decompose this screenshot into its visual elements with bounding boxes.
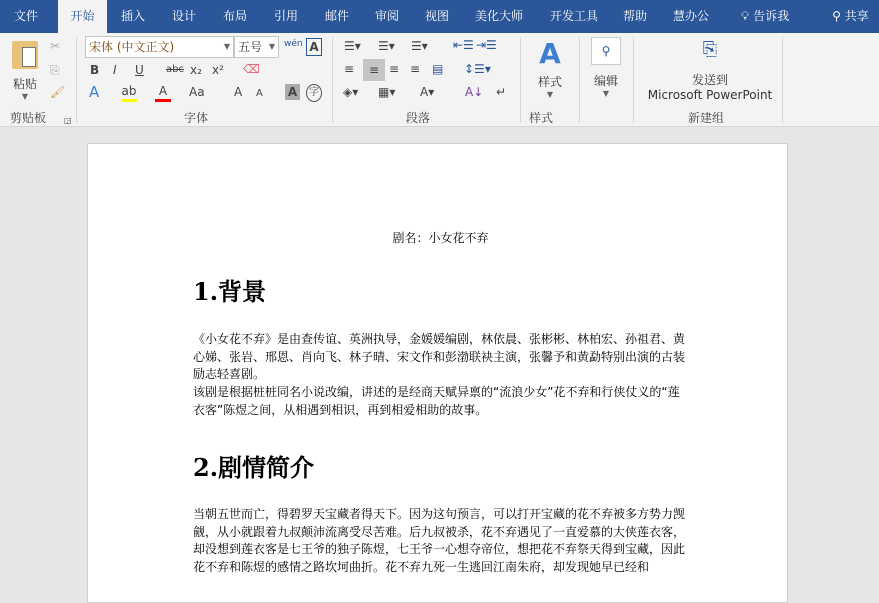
font-name-select[interactable]: 宋体 (中文正文) ▼ bbox=[85, 36, 234, 58]
send-to-powerpoint-button[interactable]: ⎘ 发送到 Microsoft PowerPoint bbox=[647, 39, 773, 102]
text-effects-button[interactable]: A bbox=[89, 83, 100, 101]
change-case-button[interactable]: Aa bbox=[189, 85, 205, 99]
dialog-launcher-icon[interactable]: ◲ bbox=[64, 116, 72, 125]
strikethrough-button[interactable]: abc bbox=[166, 64, 184, 75]
shading-icon[interactable]: ◈▾ bbox=[343, 85, 359, 99]
tab-file[interactable]: 文件 bbox=[13, 9, 38, 23]
tell-me-button[interactable] bbox=[730, 0, 800, 33]
lightbulb-icon: 💡︎ bbox=[740, 9, 750, 23]
decrease-indent-icon[interactable]: ⇤☰ bbox=[453, 38, 474, 52]
chinese-layout-icon[interactable]: A▾ bbox=[420, 85, 435, 99]
paragraph-intro: 《小女花不弃》是由查传谊、英洲执导，金媛媛编剧，林依晨、张彬彬、林柏宏、孙祖君、黄心娣、张岩、邢恩、肖向飞、林子晴、宋文作和彭渤联袂主演，张馨予和黄勐特别出演的古装励志轻喜剧。 bbox=[193, 332, 686, 382]
tab-references[interactable]: 引用 bbox=[273, 9, 298, 23]
document-page[interactable] bbox=[87, 143, 788, 603]
tab-developer[interactable]: 开发工具 bbox=[549, 9, 598, 23]
share-button[interactable] bbox=[822, 0, 879, 33]
ribbon bbox=[0, 33, 879, 127]
bullets-icon[interactable]: ☰▾ bbox=[344, 39, 361, 53]
styles-icon: A bbox=[539, 37, 561, 70]
shrink-font-button[interactable]: A bbox=[256, 88, 263, 99]
phonetic-guide-button[interactable]: wén bbox=[284, 39, 303, 49]
line-spacing-icon[interactable]: ↕☰▾ bbox=[464, 62, 491, 76]
format-painter-icon[interactable]: 🖌︎ bbox=[50, 85, 66, 99]
distributed-icon[interactable]: ▤ bbox=[432, 62, 444, 76]
share-label: 共享 bbox=[844, 9, 869, 23]
tab-meihua[interactable]: 美化大师 bbox=[474, 9, 523, 23]
styles-group-label: 样式 bbox=[529, 111, 554, 125]
tab-insert[interactable]: 插入 bbox=[120, 9, 145, 23]
highlight-button[interactable]: ab bbox=[121, 83, 137, 102]
paste-button[interactable]: 粘贴 ▼ bbox=[8, 39, 42, 105]
show-marks-icon[interactable]: ↵ bbox=[496, 85, 507, 99]
underline-button[interactable]: U bbox=[135, 63, 144, 77]
search-icon: ⚲ bbox=[591, 37, 621, 65]
copy-icon[interactable]: ⎘ bbox=[50, 63, 60, 77]
tab-design[interactable]: 设计 bbox=[171, 9, 196, 23]
align-left-icon[interactable]: ≡ bbox=[344, 62, 355, 76]
align-right-icon[interactable]: ≡ bbox=[389, 62, 400, 76]
paragraph-adaptation: 该剧是根据桩桩同名小说改编，讲述的是经商天赋异禀的“流浪少女”花不弃和行侠仗义的“莲衣客”陈煜之间，从相遇到相识，再到相爱相助的故事。 bbox=[193, 385, 680, 417]
editing-button[interactable]: ⚲ 编辑 ▼ bbox=[588, 37, 624, 98]
sort-icon[interactable]: A↓ bbox=[465, 85, 484, 99]
person-add-icon: ⚲ bbox=[832, 9, 841, 23]
enclose-chars-button[interactable]: 字 bbox=[306, 84, 322, 102]
new-group-label: 新建组 bbox=[688, 111, 725, 125]
char-border-button[interactable]: A bbox=[306, 38, 322, 56]
borders-icon[interactable]: ▦▾ bbox=[378, 85, 396, 99]
heading-background: 1.背景 bbox=[193, 277, 267, 306]
subscript-button[interactable]: x₂ bbox=[190, 63, 202, 77]
paragraph-synopsis: 当朝五世而亡，得碧罗天宝藏者得天下。因为这句预言，可以打开宝藏的花不弃被多方势力觊觎，从小就跟着九叔颠沛流离受尽苦难。后九叔被杀，花不弃遇见了一直爱慕的大侠莲衣客，却没想到莲衣客是七王爷的独子陈煜，七王爷一心想夺帝位，想把花不弃祭天得到宝藏，因此花不弃和陈煜的感情之路坎坷曲折。花不弃九死一生逃回江南朱府，却发现她早已经和 bbox=[193, 507, 686, 574]
doc-title: 剧名：小女花不弃 bbox=[392, 231, 489, 245]
bold-button[interactable]: B bbox=[90, 63, 100, 77]
powerpoint-send-icon: ⎘ bbox=[702, 39, 718, 60]
ribbon-tab-bar bbox=[0, 0, 879, 33]
tab-huibangong[interactable]: 慧办公 bbox=[672, 9, 709, 23]
paragraph-group-label: 段落 bbox=[406, 111, 431, 125]
align-center-icon[interactable]: ≡ bbox=[363, 59, 385, 81]
justify-icon[interactable]: ≡ bbox=[410, 62, 421, 76]
cut-icon[interactable]: ✂ bbox=[50, 39, 61, 53]
superscript-button[interactable]: x² bbox=[212, 63, 224, 77]
italic-button[interactable]: I bbox=[113, 63, 117, 77]
tell-me-label: 告诉我 bbox=[753, 9, 790, 23]
tab-view[interactable]: 视图 bbox=[424, 9, 449, 23]
tab-home[interactable]: 开始 bbox=[58, 0, 107, 33]
font-size-select[interactable]: 五号 ▼ bbox=[234, 36, 279, 58]
multilevel-list-icon[interactable]: ☰▾ bbox=[411, 39, 428, 53]
clear-formatting-icon[interactable]: ⌫ bbox=[243, 62, 260, 76]
increase-indent-icon[interactable]: ⇥☰ bbox=[476, 38, 497, 52]
grow-font-button[interactable]: A bbox=[234, 85, 243, 99]
font-color-button[interactable]: A bbox=[155, 83, 171, 102]
tab-mailings[interactable]: 邮件 bbox=[324, 9, 349, 23]
font-group-label: 字体 bbox=[184, 111, 209, 125]
tab-help[interactable]: 帮助 bbox=[622, 9, 647, 23]
char-shading-button[interactable]: A bbox=[285, 84, 300, 100]
clipboard-icon bbox=[12, 41, 38, 69]
paste-label: 粘贴 bbox=[12, 77, 37, 91]
clipboard-group-label: 剪贴板 bbox=[10, 111, 47, 125]
numbering-icon[interactable]: ☰▾ bbox=[378, 39, 395, 53]
styles-button[interactable]: A 样式 ▼ bbox=[528, 38, 572, 99]
tab-review[interactable]: 审阅 bbox=[374, 9, 399, 23]
heading-synopsis: 2.剧情简介 bbox=[193, 453, 315, 482]
tab-layout[interactable]: 布局 bbox=[222, 9, 247, 23]
